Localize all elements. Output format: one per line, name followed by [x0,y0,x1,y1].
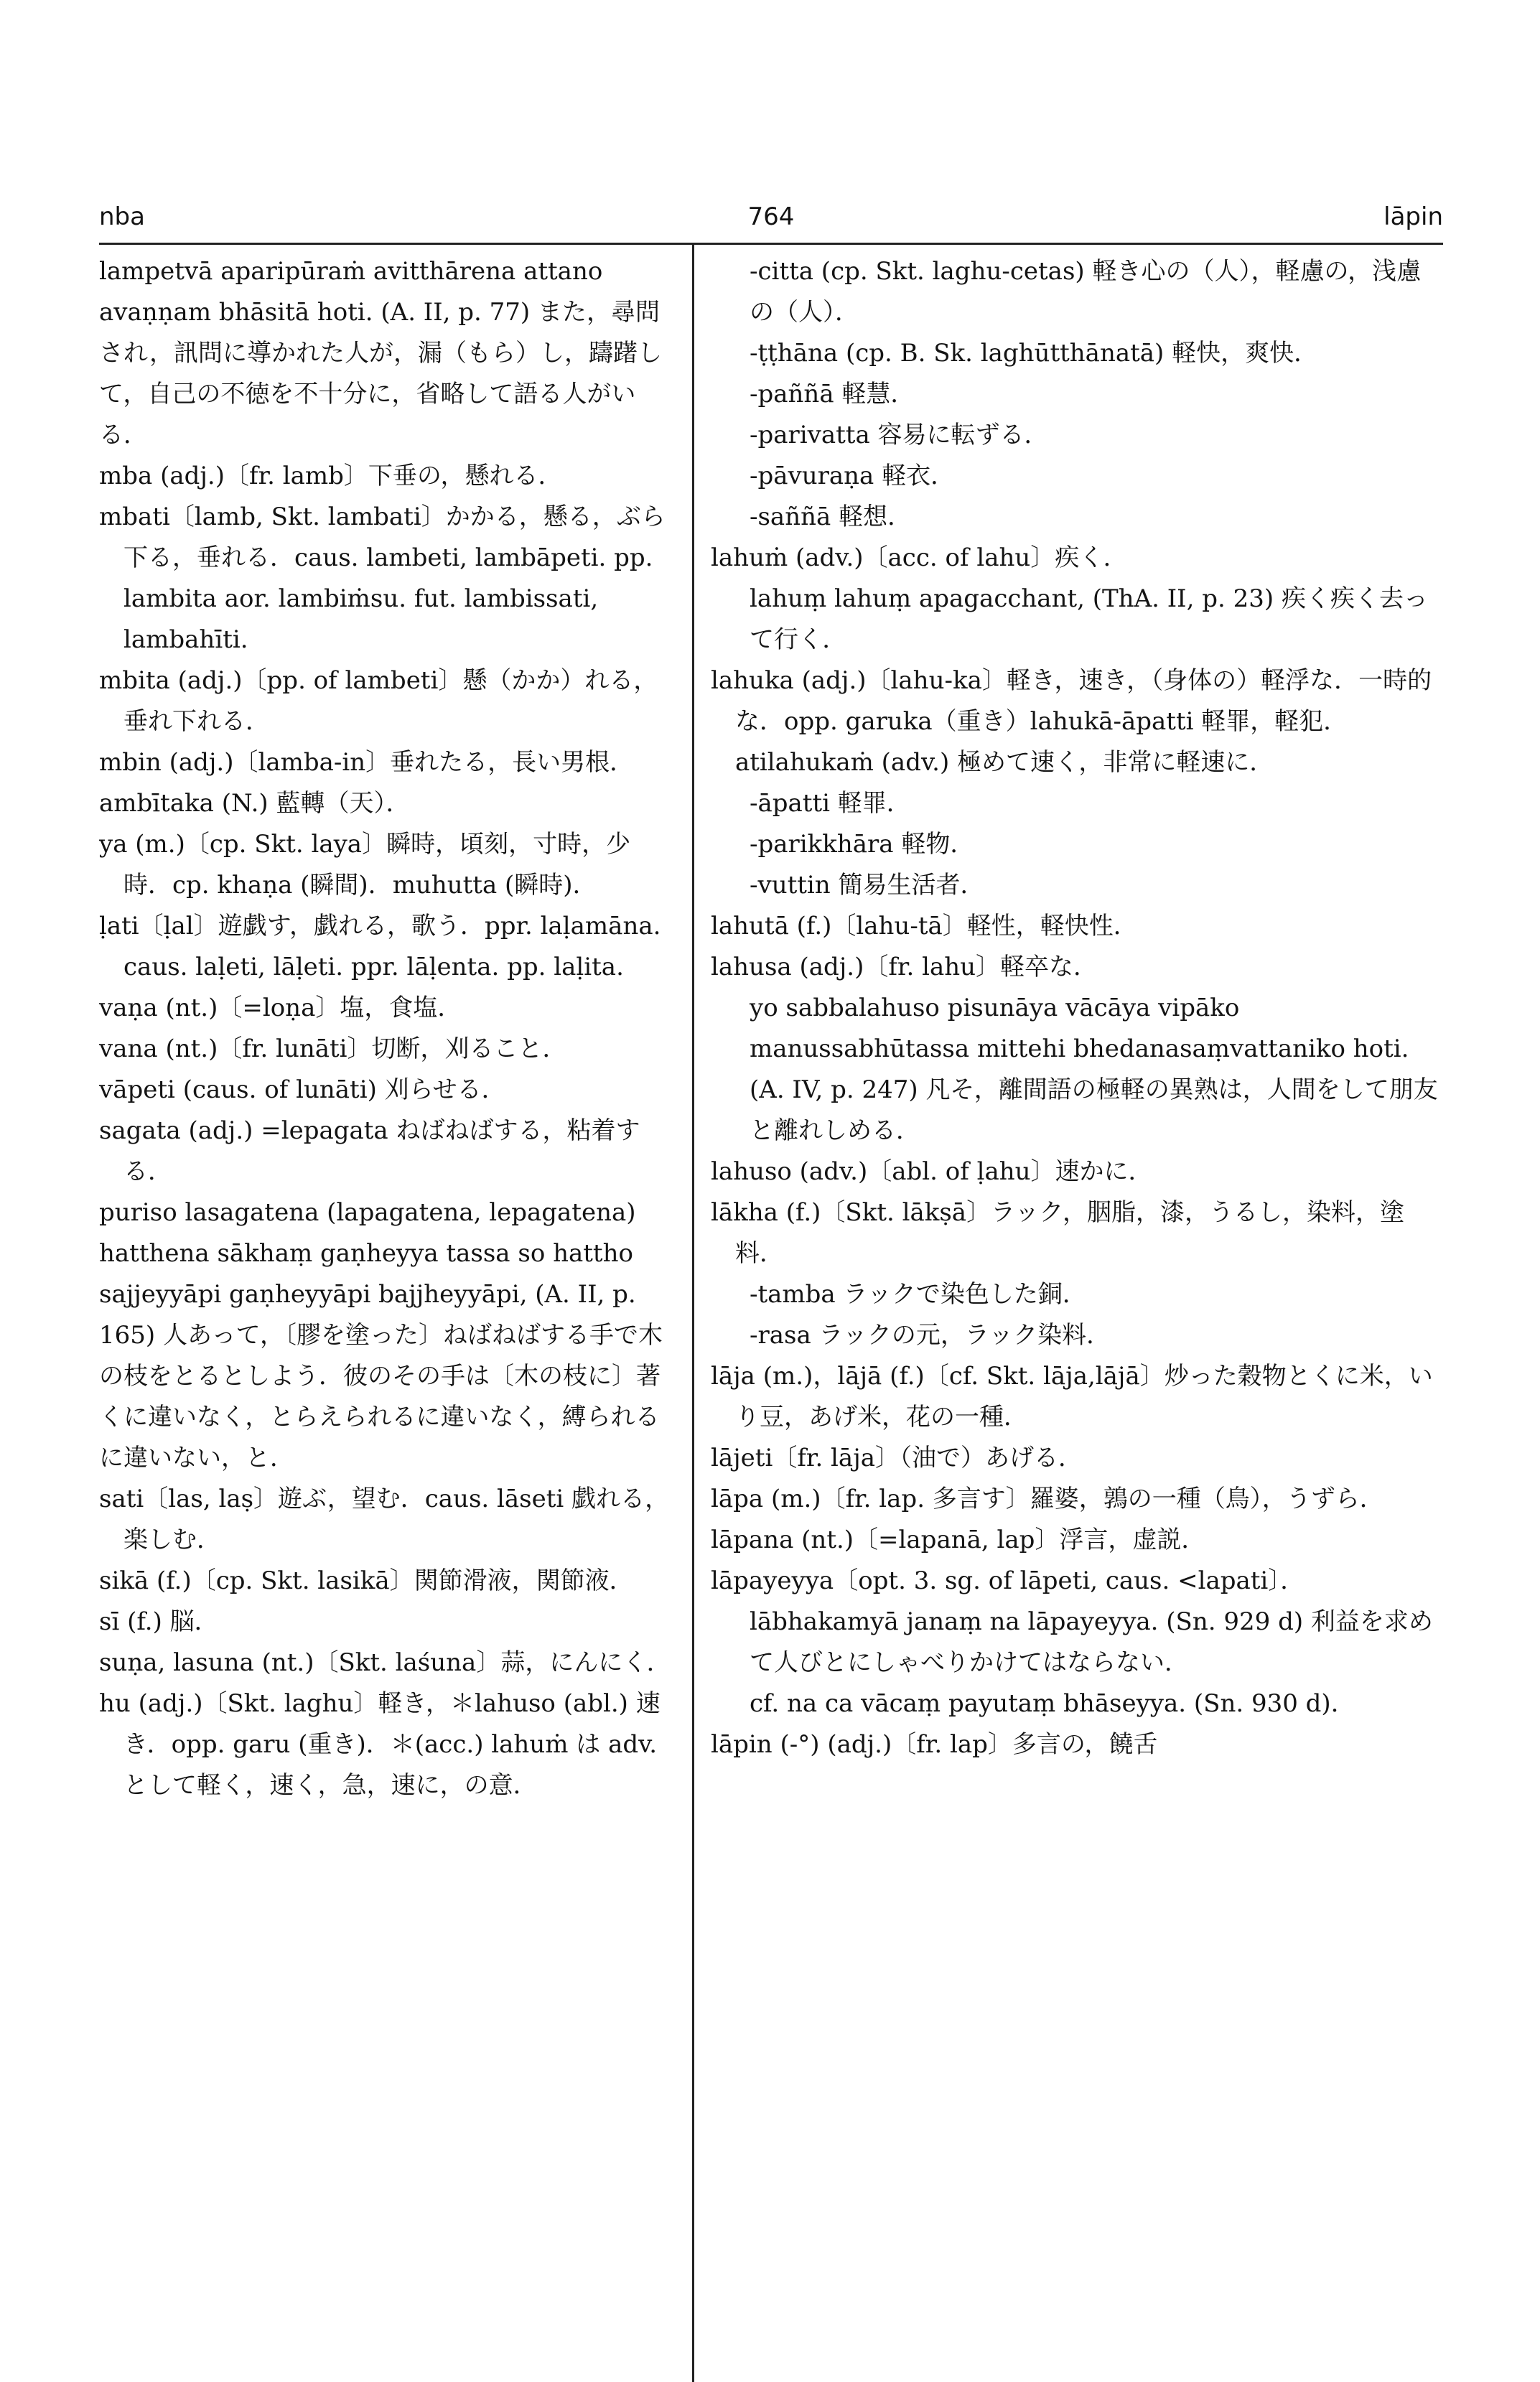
sub-entry: -parikkhāra 軽物． [750,830,975,859]
page-header [99,202,1443,243]
dictionary-entry: sagata (adj.) =lepagata ねばねばする，粘着する． [99,1116,640,1186]
dictionary-entry: lahusa (adj.)〔fr. lahu〕軽卒な． [711,953,1098,981]
sub-entry: -parivatta 容易に転ずる． [750,421,1049,449]
dictionary-entry: ambītaka (N.) 藍轉（天）． [99,789,411,818]
right-column [711,251,1443,1765]
sub-entry: -citta (cp. Skt. laghu-cetas) 軽き心の（人），軽慮の，浅慮の（人）． [750,257,1422,327]
dictionary-entry: lahutā (f.)〔lahu-tā〕軽性，軽快性． [711,912,1138,940]
dictionary-entry: mbati〔lamb, Skt. lambati〕かかる，懸る，ぶら下る，垂れる．caus. lambeti, lambāpeti. pp. lambita aor. lambiṁsu. fut. lambissati, lambahīti. [99,503,666,654]
example-sentence: yo sabbalahuso pisunāya vācāya vipāko manussabhūtassa mittehi bhedanasaṃvattaniko hoti. (A. IV, p. 247) 凡そ，離間語の極軽の異熟は，人間をして朋友と離れしめる． [750,994,1438,1145]
example-sentence: lahuṃ lahuṃ apagacchant, (ThA. II, p. 23) 疾く疾く去って行く． [750,584,1428,654]
left-guide-word: nba [99,202,145,231]
dictionary-entry: mba (adj.)〔fr. lamb〕下垂の，懸れる． [99,462,563,490]
header-rule [99,243,1443,245]
sub-entry: -paññā 軽慧． [750,380,915,408]
dictionary-entry: ya (m.)〔cp. Skt. laya〕瞬時，頃刻，寸時，少時．cp. khaṇa (瞬間)．muhutta (瞬時)． [99,830,631,900]
dictionary-entry: lahuka (adj.)〔lahu-ka〕軽き，速き，（身体の）軽浮な．一時的な．opp. garuka（重き）lahukā-āpatti 軽罪，軽犯．atilahukaṁ (adv.) 極めて速く，非常に軽速に． [711,666,1432,777]
sub-entry: -saññā 軽想． [750,503,913,531]
left-column [99,251,679,1806]
sub-entry: -rasa ラックの元，ラック染料． [750,1321,1111,1350]
dictionary-entry: mbita (adj.)〔pp. of lambeti〕懸（かか）れる，垂れ下れる． [99,666,658,736]
dictionary-entry: suṇa, lasuna (nt.)〔Skt. laśuna〕蒜，にんにく． [99,1648,671,1677]
sub-entry: -vuttin 簡易生活者． [750,871,985,900]
dictionary-entry: vaṇa (nt.)〔=loṇa〕塩，食塩． [99,994,462,1022]
dictionary-entry: vana (nt.)〔fr. lunāti〕切断，刈ること． [99,1034,567,1063]
dictionary-entry: lājeti〔fr. lāja〕（油で）あげる． [711,1444,1083,1472]
sub-entry: -ṭṭhāna (cp. B. Sk. laghūtthānatā) 軽快，爽快． [750,339,1319,368]
dictionary-entry: lāja (m.)，lājā (f.)〔cf. Skt. lāja,lājā〕炒った穀物とくに米，いり豆，あげ米，花の一種． [711,1362,1433,1431]
sub-entry: -tamba ラックで染色した銅． [750,1280,1087,1309]
dictionary-entry: lāpayeyya〔opt. 3. sg. of lāpeti, caus. <lapati〕． [711,1566,1305,1595]
dictionary-entry: ḷati〔ḷal〕遊戯す，戯れる，歌う．ppr. laḷamāna. caus. laḷeti, lāḷeti. ppr. lāḷenta. pp. laḷita. [99,912,661,981]
dictionary-entry: lampetvā aparipūraṁ avitthārena attano avaṇṇam bhāsitā hoti. (A. II, p. 77) また，尋問され，訊問に導かれた人が，漏（もら）し，躊躇して，自己の不徳を不十分に，省略して語る人がいる． [99,257,663,449]
example-sentence: lābhakamyā janaṃ na lāpayeyya. (Sn. 929 d) 利益を求めて人びとにしゃべりかけてはならない． [750,1607,1433,1677]
dictionary-entry: lahuṁ (adv.)〔acc. of lahu〕疾く． [711,543,1128,572]
dictionary-entry: sikā (f.)〔cp. Skt. lasikā〕関節滑液，関節液． [99,1566,634,1595]
example-sentence: puriso lasagatena (lapagatena, lepagatena) hatthena sākhaṃ gaṇheyya tassa so hattho sajjeyyāpi gaṇheyyāpi bajjheyyāpi, (A. II, p. 165) 人あって，〔膠を塗った〕ねばねばする手で木の枝をとるとしよう．彼のその手は〔木の枝に〕著くに違いなく，とらえられるに違いなく，縛られるに違いない，と． [99,1198,663,1472]
dictionary-entry: lākha (f.)〔Skt. lākṣā〕ラック，胭脂，漆，うるし，染料，塗料． [711,1198,1405,1268]
column-divider [692,243,694,2382]
dictionary-entry: sati〔las, laṣ〕遊ぶ，望む．caus. lāseti 戯れる，楽しむ． [99,1485,670,1554]
dictionary-entry: vāpeti (caus. of lunāti) 刈らせる． [99,1075,506,1104]
dictionary-entry: lāpa (m.)〔fr. lap. 多言す〕羅婆，鶉の一種（鳥），うずら． [711,1485,1384,1513]
sub-entry: -pāvuraṇa 軽衣． [750,462,956,490]
right-guide-word: lāpin [1383,202,1443,231]
dictionary-entry: sī (f.) 脳． [99,1607,219,1636]
example-sentence: cf. na ca vācaṃ payutaṃ bhāseyya. (Sn. 930 d)． [750,1689,1355,1718]
page-number: 764 [747,202,795,231]
dictionary-entry: lahuso (adv.)〔abl. of ḷahu〕速かに． [711,1157,1153,1186]
dictionary-entry: lāpana (nt.)〔=lapanā, lap〕浮言，虚説． [711,1526,1206,1554]
dictionary-entry: hu (adj.)〔Skt. laghu〕軽き，＊lahuso (abl.) 速き．opp. garu (重き)．＊(acc.) lahuṁ は adv. として軽く，速く，急，速に，の意． [99,1689,661,1800]
dictionary-entry: mbin (adj.)〔lamba-in〕垂れたる，長い男根． [99,748,635,777]
sub-entry: -āpatti 軽罪． [750,789,911,818]
dictionary-entry: lāpin (-°) (adj.)〔fr. lap〕多言の，饒舌 [711,1730,1158,1759]
